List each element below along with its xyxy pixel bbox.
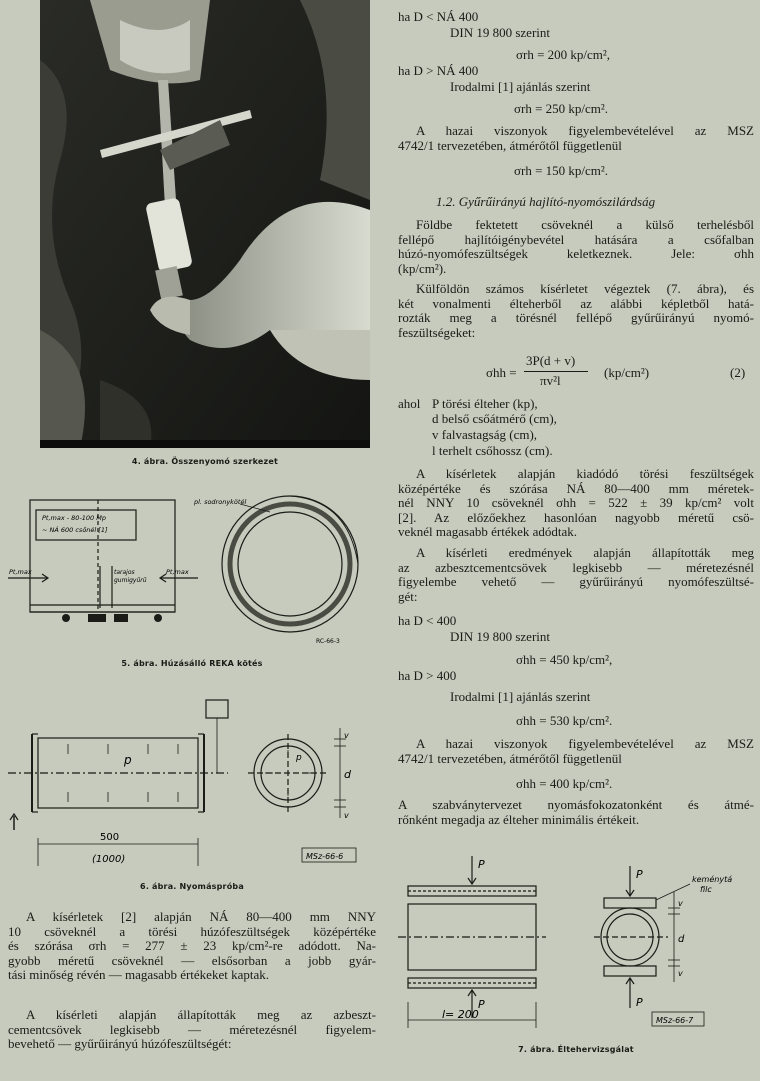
- left-paragraph-1: [8, 910, 376, 983]
- hazai-2: [398, 737, 754, 766]
- formula-fraction-bar: [524, 371, 588, 372]
- text-line: veknél magasabb értékek adódtak.: [398, 524, 578, 540]
- text-line: húzó-nyomófeszültségek keletkeznek. Jele: σhh: [398, 246, 754, 262]
- right-paragraph-5: [398, 467, 754, 540]
- fig7-label-p-bottom-left: P: [478, 998, 485, 1011]
- formula-lhs: σhh =: [486, 365, 517, 380]
- right-paragraph-6: [398, 546, 754, 604]
- fig5-label-p-right: Pt,max: [166, 568, 189, 576]
- def-d: d belső csőátmérő (cm),: [432, 411, 557, 426]
- fig7-label-p-top-left: P: [478, 858, 485, 871]
- fig5-label-pmax-range: Pt,max - 80-100 Mp: [42, 514, 106, 522]
- text-line: A szabványtervezet nyomásfokozatonként és átmé-: [398, 797, 754, 812]
- text-line: bevehető — gyűrűirányú húzófeszültségét:: [8, 1036, 232, 1052]
- fig5-label-gumigyuru: gumigyűrű: [114, 577, 147, 584]
- text-line: A kísérleti eredmények alapján állapították meg: [416, 545, 754, 560]
- fig7-label-p-bottom-right: P: [636, 996, 643, 1009]
- fig7-label-l: l= 200: [442, 1008, 479, 1021]
- text-line: A hazai viszonyok figyelembevételével az MSZ: [416, 736, 754, 751]
- formula-denominator: πv²l: [540, 373, 561, 388]
- fig5-label-tarajos: tarajos: [114, 569, 135, 576]
- text-line: és szórása σrh = 277 ± 23 kp/cm²-re adódott. Na-: [8, 938, 376, 954]
- formula-number: (2): [730, 365, 746, 380]
- figure-7-drawing: [398, 852, 754, 1030]
- def-p: P törési élteher (kp),: [432, 396, 538, 411]
- cond-3: ha D < 400: [398, 613, 457, 628]
- value-5: σhh = 530 kp/cm².: [516, 713, 613, 728]
- fig7-label-kemeny-2: filc: [700, 885, 712, 894]
- text-line: A kísérletek alapján kiadódó törési feszültségek: [416, 466, 754, 481]
- where-word: ahol: [398, 396, 421, 411]
- fig6-label-p: p: [124, 753, 132, 767]
- figure-7-caption: 7. ábra. Éltehervizsgálat: [518, 1045, 634, 1054]
- fig7-tag: MSz-66-7: [656, 1016, 694, 1025]
- fig7-label-v-top: v: [678, 899, 683, 908]
- fig6-label-p-circle: p: [296, 753, 302, 763]
- fig6-label-v-top: v: [344, 731, 349, 740]
- source-3: DIN 19 800 szerint: [450, 629, 551, 644]
- fig5-label-sodrony: pl. sodronykötél: [194, 498, 247, 506]
- figure-6-drawing: [8, 698, 376, 878]
- text-line: figyelembe vehető — gyűrűirányú nyomófeszültsé-: [398, 574, 754, 590]
- right-paragraph-3: [398, 218, 754, 276]
- left-paragraph-2: [8, 1008, 376, 1052]
- fig6-tag: MSz-66-6: [306, 852, 344, 861]
- fig6-label-v-bottom: v: [344, 811, 349, 820]
- text-line: tási minőség révén — magasabb értékeket kaptak.: [8, 967, 269, 983]
- text-line: 4742/1 tervezetében, átmérőtől függetlenül: [398, 137, 622, 153]
- text-line: cementcsövek legkisebb — méretezésnél figyelem-: [8, 1021, 376, 1037]
- fig7-label-d: d: [678, 934, 685, 945]
- fig6-label-500: 500: [100, 832, 120, 843]
- source-1: DIN 19 800 szerint: [450, 25, 551, 40]
- figure-6-caption: 6. ábra. Nyomáspróba: [140, 882, 244, 891]
- value-2: σrh = 250 kp/cm².: [514, 101, 609, 116]
- section-heading: 1.2. Gyűrűirányú hajlító-nyomószilárdság: [436, 194, 656, 209]
- text-line: (kp/cm²).: [398, 260, 447, 276]
- right-paragraph-7: [398, 798, 754, 827]
- text-line: A kísérleti alapján állapították meg az azbeszt-: [26, 1007, 376, 1022]
- text-line: fellépő hajlítóigénybevétel hatására a csőfalban: [398, 231, 754, 247]
- fig7-label-kemeny-1: keménytá: [692, 875, 733, 884]
- right-column: [390, 0, 760, 1081]
- fig5-label-na600: ~ NÁ 600 csőnél [1]: [42, 526, 108, 534]
- figure-5-drawing: [8, 490, 376, 650]
- text-line: rozták meg a törésnél fellépő gyűrűirányú nyomó-: [398, 310, 754, 326]
- cond-4: ha D > 400: [398, 668, 457, 683]
- text-line: A hazai viszonyok figyelembevételével az MSZ: [416, 123, 754, 138]
- text-line: Külföldön számos kísérletet végeztek (7. ábra), és: [416, 281, 754, 296]
- text-line: feszültségeket:: [398, 324, 476, 340]
- text-line: [2]. Az előzőekhez hasonlóan nagyobb méretű csö-: [398, 509, 754, 525]
- text-line: az azbesztcementcsövek legkisebb — méretezésnél: [398, 559, 754, 575]
- text-line: gyobb méretű csöveknél — elsősorban a jobb gyár-: [8, 952, 376, 968]
- text-line: A kísérletek [2] alapján NÁ 80—400 mm NNY: [26, 909, 376, 924]
- formula-numerator: 3P(d + v): [526, 353, 576, 368]
- figure-4-photo: [40, 0, 370, 448]
- fig7-label-p-top-right: P: [636, 868, 643, 881]
- text-line: két vonalmenti élteherből az alábbi képletből hatá-: [398, 295, 754, 311]
- value-3: σrh = 150 kp/cm².: [514, 163, 609, 178]
- hazai-1: [398, 124, 754, 153]
- source-2: Irodalmi [1] ajánlás szerint: [450, 79, 591, 94]
- cond-2: ha D > NÁ 400: [398, 63, 479, 78]
- text-line: középértéke és szórása NÁ 80—400 mm méretek-: [398, 480, 754, 496]
- fig6-label-1000: (1000): [92, 854, 126, 865]
- figure-5-caption: 5. ábra. Húzásálló REKA kötés: [121, 659, 263, 668]
- cond-1: ha D < NÁ 400: [398, 9, 479, 24]
- text-line: gét:: [398, 588, 418, 604]
- value-6: σhh = 400 kp/cm².: [516, 776, 613, 791]
- source-4: Irodalmi [1] ajánlás szerint: [450, 689, 591, 704]
- fig5-label-p-left: Pt,max: [9, 568, 32, 576]
- text-line: nél NNY 10 csöveknél σhh = 522 ± 39 kp/cm² volt: [398, 495, 754, 511]
- fig7-label-v-bottom: v: [678, 969, 683, 978]
- right-paragraph-4: [398, 282, 754, 340]
- text-line: 4742/1 tervezetében, átmérőtől függetlenül: [398, 750, 622, 766]
- formula-unit: (kp/cm²): [604, 365, 650, 380]
- value-1: σrh = 200 kp/cm²,: [516, 47, 611, 62]
- def-v: v falvastagság (cm),: [432, 427, 538, 442]
- text-line: rőnként megadja az élteher minimális értékeit.: [398, 811, 640, 827]
- fig5-tag: RC-66-3: [316, 638, 340, 645]
- def-l: l terhelt csőhossz (cm).: [432, 443, 553, 458]
- text-line: 10 csöveknél a törési húzófeszültségek középértéke: [8, 923, 376, 939]
- text-line: Földbe fektetett csöveknél a külső terhelésből: [416, 217, 754, 232]
- value-4: σhh = 450 kp/cm²,: [516, 652, 613, 667]
- fig6-label-d: d: [344, 768, 351, 781]
- figure-4-caption: 4. ábra. Összenyomó szerkezet: [131, 457, 279, 466]
